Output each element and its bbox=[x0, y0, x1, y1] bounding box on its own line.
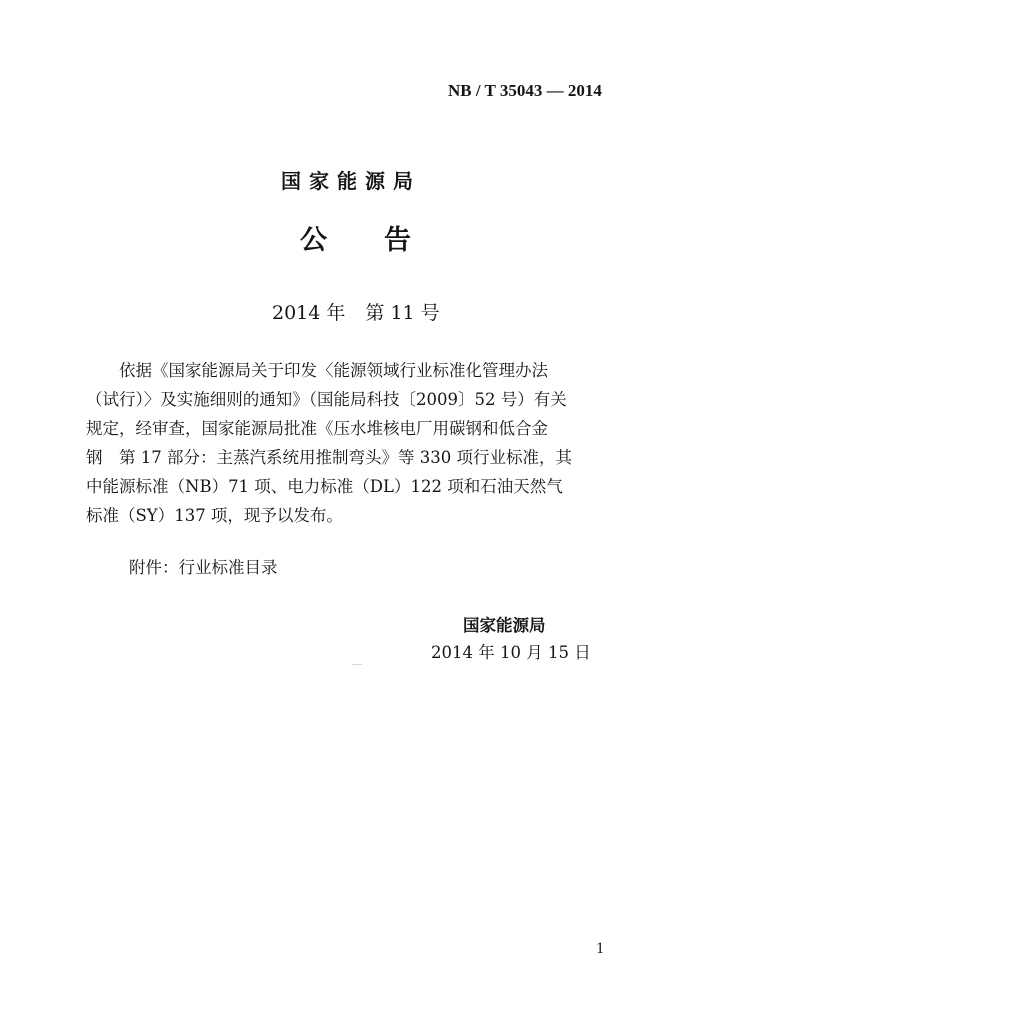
title-char-1: 公 bbox=[300, 225, 327, 256]
announcement-issue-number: 第 11 号 bbox=[365, 302, 440, 324]
body-line: 依据《国家能源局关于印发〈能源领域行业标准化管理办法 bbox=[86, 361, 548, 380]
announcement-number bbox=[272, 298, 440, 325]
announcement-year: 2014 年 bbox=[272, 302, 346, 324]
page-number: 1 bbox=[596, 940, 604, 957]
announcement-title bbox=[300, 218, 411, 257]
standard-code: NB / T 35043 — 2014 bbox=[448, 81, 602, 100]
issuer-name: 国家能源局 bbox=[281, 169, 421, 193]
body-line: 中能源标准（NB）71 项、电力标准（DL）122 项和石油天然气 bbox=[86, 477, 563, 496]
body-line: 规定，经审查，国家能源局批准《压水堆核电厂用碳钢和低合金 bbox=[86, 419, 548, 438]
body-line: （试行）〉及实施细则的通知》（国能局科技〔2009〕52 号）有关 bbox=[86, 390, 567, 409]
signature-organization: 国家能源局 bbox=[463, 616, 546, 635]
body-line: 标准（SY）137 项，现予以发布。 bbox=[86, 506, 343, 525]
body-line: 钢 第 17 部分：主蒸汽系统用推制弯头》等 330 项行业标准，其 bbox=[86, 448, 572, 467]
announcement-body bbox=[86, 356, 646, 530]
attachment-note: 附件：行业标准目录 bbox=[129, 558, 278, 577]
signature-date: 2014 年 10 月 15 日 bbox=[431, 643, 591, 662]
scan-speck bbox=[352, 664, 362, 665]
title-char-2: 告 bbox=[384, 225, 411, 256]
